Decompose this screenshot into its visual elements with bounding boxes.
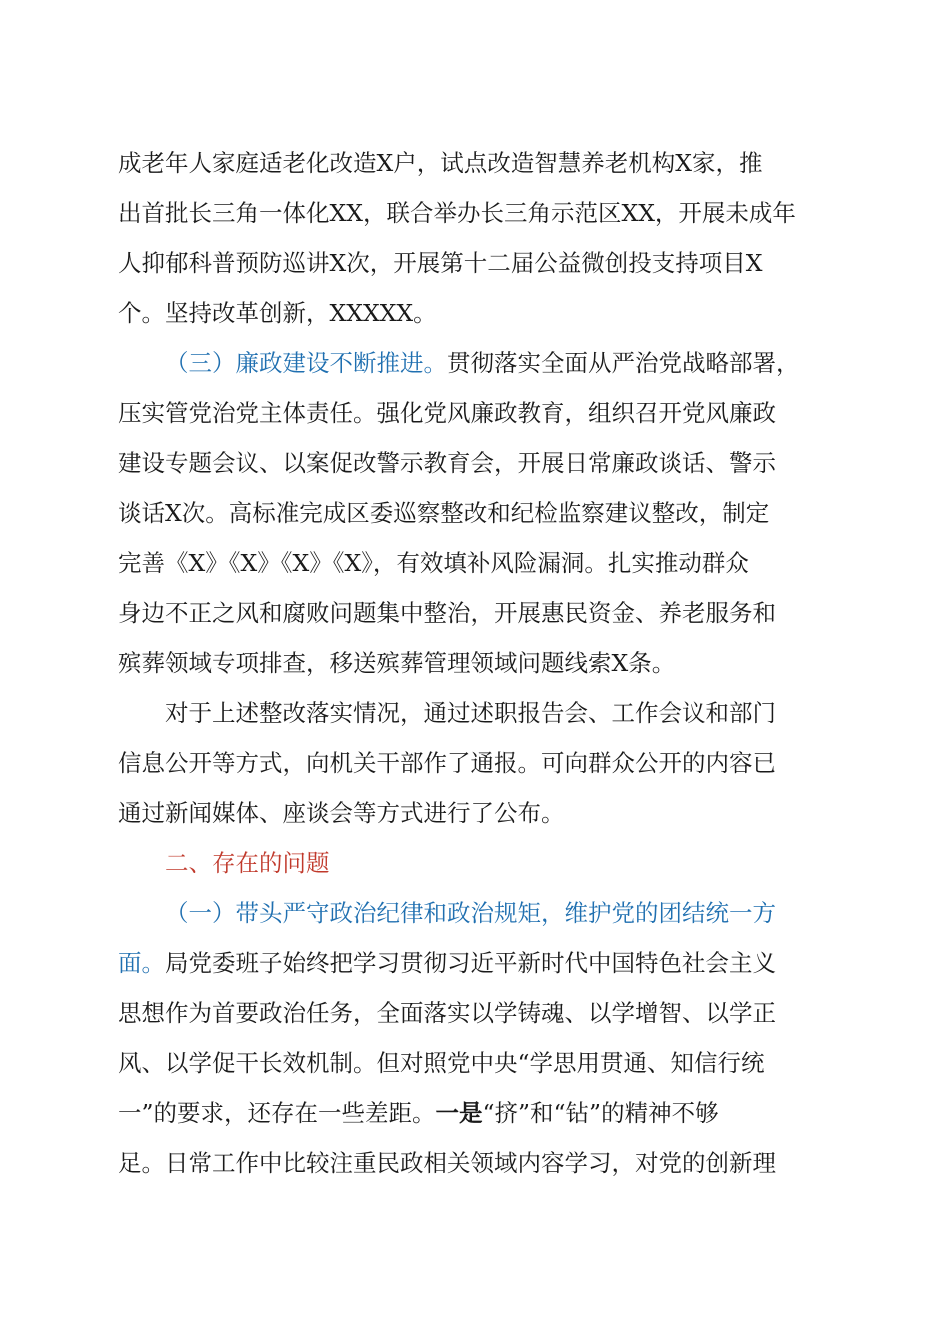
paragraph-3 xyxy=(118,688,830,838)
subsection-heading-1: （一）带头严守政治纪律和政治规矩，维护党的团结统一方 xyxy=(165,899,776,927)
text-line: 建设专题会议、以案促改警示教育会，开展日常廉政谈话、警示 xyxy=(118,449,776,477)
text-line: 殡葬领域专项排查，移送殡葬管理领域问题线索X条。 xyxy=(118,649,676,677)
text-line xyxy=(118,1088,830,1138)
text-line: 完善《X》《X》《X》《X》，有效填补风险漏洞。扎实推动群众 xyxy=(118,549,749,577)
text-line: 信息公开等方式，向机关干部作了通报。可向群众公开的内容已 xyxy=(118,749,776,777)
text-line: 思想作为首要政治任务，全面落实以学铸魂、以学增智、以学正 xyxy=(118,999,776,1027)
emphasis-first: 一是 xyxy=(435,1099,483,1127)
text-line: 出首批长三角一体化XX，联合举办长三角示范区XX，开展未成年 xyxy=(118,199,796,227)
section-heading-2: 二、存在的问题 xyxy=(165,849,330,877)
text-line: 身边不正之风和腐败问题集中整治，开展惠民资金、养老服务和 xyxy=(118,599,776,627)
text-line xyxy=(118,938,830,988)
text-line: 足。日常工作中比较注重民政相关领域内容学习，对党的创新理 xyxy=(118,1149,776,1177)
text-line: 成老年人家庭适老化改造X户，试点改造智慧养老机构X家，推 xyxy=(118,149,763,177)
text-fragment: 贯彻落实全面从严治党战略部署， xyxy=(447,349,800,377)
text-fragment: “挤”和“钻”的精神不够 xyxy=(482,1099,719,1127)
text-line: 压实管党治党主体责任。强化党风廉政教育，组织召开党风廉政 xyxy=(118,399,776,427)
paragraph-2 xyxy=(118,338,830,688)
subsection-heading-1-end: 面。 xyxy=(118,949,165,977)
text-line: 人抑郁科普预防巡讲X次，开展第十二届公益微创投支持项目X xyxy=(118,249,763,277)
paragraph-1 xyxy=(118,138,830,338)
text-fragment: 一”的要求，还存在一些差距。 xyxy=(118,1099,436,1127)
text-line: 通过新闻媒体、座谈会等方式进行了公布。 xyxy=(118,799,565,827)
paragraph-4 xyxy=(118,888,830,1188)
text-line: 谈话X次。高标准完成区委巡察整改和纪检监察建议整改，制定 xyxy=(118,499,770,527)
subsection-heading-3: （三）廉政建设不断推进。 xyxy=(165,349,447,377)
text-line: 风、以学促干长效机制。但对照党中央“学思用贯通、知信行统 xyxy=(118,1049,765,1077)
text-fragment: 局党委班子始终把学习贯彻习近平新时代中国特色社会主义 xyxy=(165,949,776,977)
document-body xyxy=(118,138,830,1188)
text-line xyxy=(118,338,830,388)
text-line: 对于上述整改落实情况，通过述职报告会、工作会议和部门 xyxy=(165,699,776,727)
text-line: 个。坚持改革创新，XXXXX。 xyxy=(118,299,437,327)
